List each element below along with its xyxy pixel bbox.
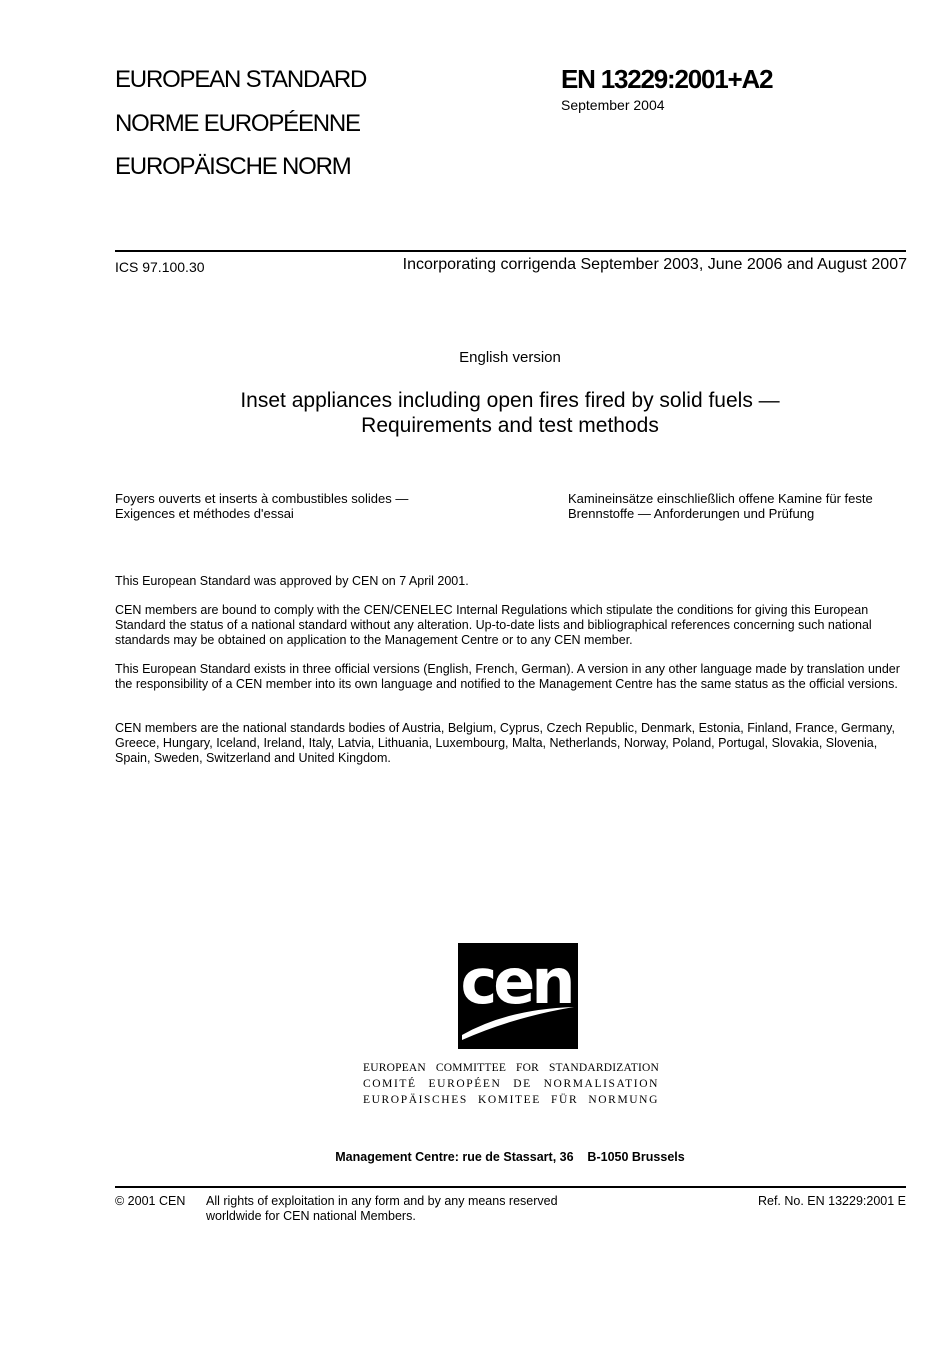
standard-title-french: NORME EUROPÉENNE [115,110,360,137]
cen-logo-icon [458,943,578,1049]
german-title [568,491,873,521]
ics-code: ICS 97.100.30 [115,259,205,275]
standard-title-german: EUROPÄISCHE NORM [115,153,351,180]
rights-notice-line-2: worldwide for CEN national Members. [206,1209,416,1223]
standard-date: September 2004 [561,97,665,113]
rights-notice-line-1: All rights of exploitation in any form and by any means reserved [206,1194,558,1208]
rights-notice [206,1194,558,1224]
reference-number: Ref. No. EN 13229:2001 E [757,1194,906,1208]
document-title-line-1: Inset appliances including open fires fired by solid fuels — [240,389,780,412]
footer-rule [115,1186,906,1188]
standard-title-english: EUROPEAN STANDARD [115,66,367,93]
document-title-line-2: Requirements and test methods [361,414,659,437]
versions-paragraph: This European Standard exists in three official versions (English, French, German). A version in any other language made by translation under the responsibility of a CEN member into its own language and notified to the Management Centre has the same status as the official versions. [115,662,900,691]
standard-number: EN 13229:2001+A2 [561,64,773,94]
french-title [115,491,408,521]
french-title-line-2: Exigences et méthodes d'essai [115,506,294,521]
approval-paragraph: This European Standard was approved by CEN on 7 April 2001. [115,574,469,588]
cen-logo-text: cen [460,945,572,1018]
management-centre-text: Management Centre: rue de Stassart, 36 B-1050 Brussels [335,1150,685,1164]
committee-name-french: COMITÉ EUROPÉEN DE NORMALISATION [363,1078,659,1090]
header-rule [115,250,906,252]
french-title-line-1: Foyers ouverts et inserts à combustibles solides — [115,491,409,506]
committee-name-english: EUROPEAN COMMITTEE FOR STANDARDIZATION [363,1062,659,1074]
language-version: English version [459,349,561,366]
german-title-line-2: Brennstoffe — Anforderungen und Prüfung [568,506,815,521]
document-title [0,388,950,438]
committee-name-german: EUROPÄISCHES KOMITEE FÜR NORMUNG [363,1094,659,1106]
german-title-line-1: Kamineinsätze einschließlich offene Kamine für feste [568,491,873,506]
copyright-notice: © 2001 CEN [115,1194,186,1208]
management-centre-address [0,1150,950,1164]
corrigenda-note: Incorporating corrigenda September 2003, June 2006 and August 2007 [402,256,907,273]
regulations-paragraph: CEN members are bound to comply with the CEN/CENELEC Internal Regulations which stipulate the conditions for giving this European Standard the status of a national standard without any alteration. Up-to-date lists and bibliographical references concerning such national standards may be obtained on application to the Management Centre or to any CEN member. [115,603,872,647]
members-paragraph: CEN members are the national standards bodies of Austria, Belgium, Cyprus, Czech Republic, Denmark, Estonia, Finland, France, Germany, Greece, Hungary, Iceland, Ireland, Italy, Latvia, Lithuania, Luxembourg, Malta, Netherlands, Norway, Poland, Portugal, Slovakia, Slovenia, Spain, Sweden, Switzerland and United Kingdom. [115,721,895,765]
